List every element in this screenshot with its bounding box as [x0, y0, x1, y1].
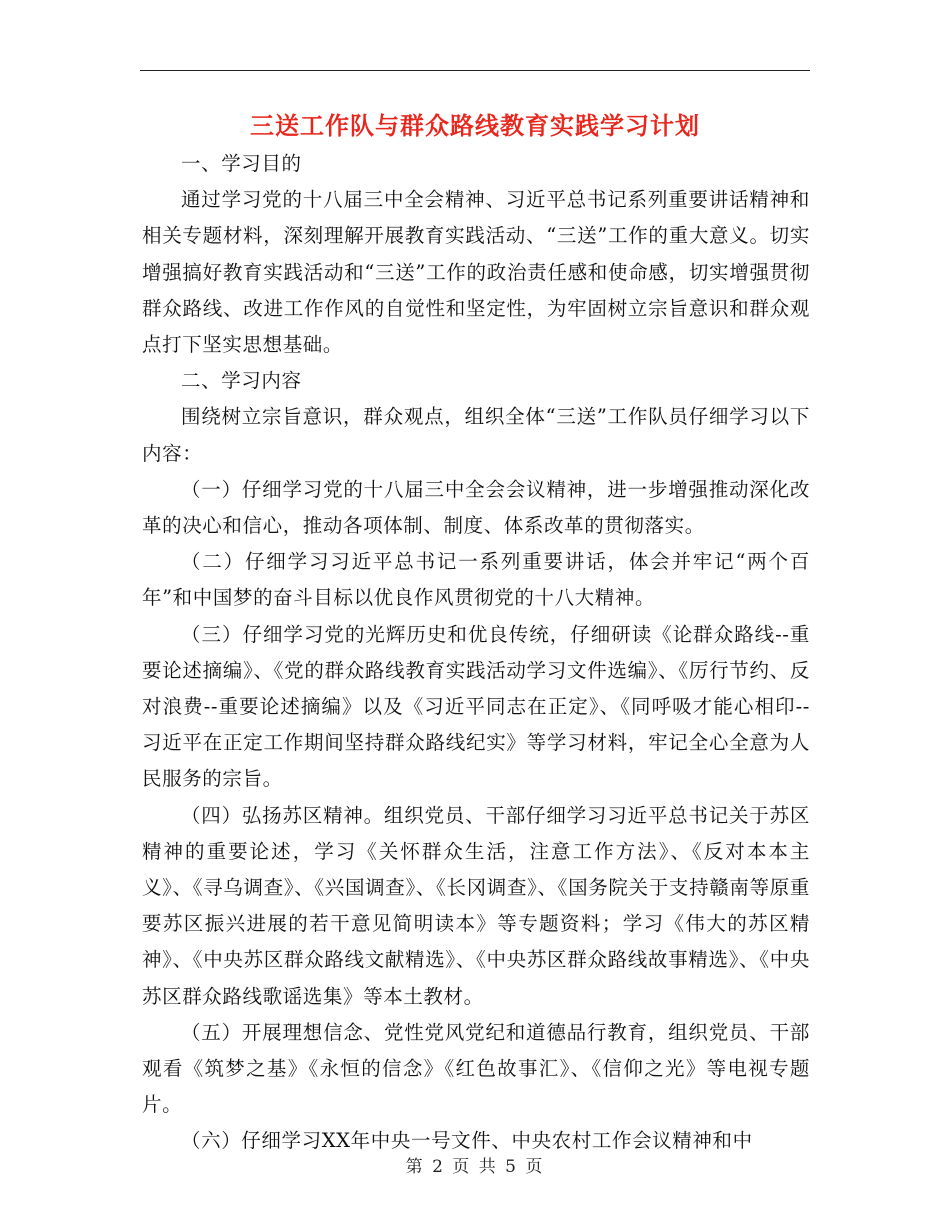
paragraph-item-6: （六）仔细学习XX年中央一号文件、中央农村工作会议精神和中	[181, 1129, 753, 1153]
section-heading-content: 二、学习内容	[181, 369, 302, 393]
paragraph-item-5: （五）开展理想信念、党性党风党纪和道德品行教育，组织党员、干部观看《筑梦之基》《永恒的信念》《红色故事汇》、《信仰之光》等电视专题片。	[142, 1020, 810, 1117]
page-number-footer: 第 2 页 共 5 页	[405, 1157, 545, 1177]
paragraph-item-3: （三）仔细学习党的光辉历史和优良传统，仔细研读《论群众路线--重要论述摘编》、《党的群众路线教育实践活动学习文件选编》、《厉行节约、反对浪费--重要论述摘编》以及《习近平同志在正定》、《同呼吸才能心相印--习近平在正定工作期间坚持群众路线纪实》等学习材料，牢记全心全意为人民服务的宗旨。	[142, 622, 810, 791]
header-rule	[140, 70, 810, 71]
section-heading-purpose: 一、学习目的	[181, 152, 302, 175]
paragraph-item-2: （二）仔细学习习近平总书记一系列重要讲话，体会并牢记“两个百年”和中国梦的奋斗目标以优良作风贯彻党的十八大精神。	[142, 550, 810, 610]
document-title: 三送工作队与群众路线教育实践学习计划	[250, 111, 700, 140]
paragraph-item-1: （一）仔细学习党的十八届三中全会会议精神，进一步增强推动深化改革的决心和信心，推动各项体制、制度、体系改革的贯彻落实。	[142, 477, 810, 538]
paragraph-item-4: （四）弘扬苏区精神。组织党员、干部仔细学习习近平总书记关于苏区精神的重要论述，学习《关怀群众生活，注意工作方法》、《反对本本主义》、《寻乌调查》、《兴国调查》、《长冈调查》、《国务院关于支持赣南等原重要苏区振兴进展的若干意见简明读本》等专题资料；学习《伟大的苏区精神》、《中央苏区群众路线文献精选》、《中央苏区群众路线故事精选》、《中央苏区群众路线歌谣选集》等本土教材。	[142, 803, 810, 1008]
paragraph-purpose: 通过学习党的十八届三中全会精神、习近平总书记系列重要讲话精神和相关专题材料，深刻理解开展教育实践活动、“三送”工作的重大意义。切实增强搞好教育实践活动和“三送”工作的政治责任感和使命感，切实增强贯彻群众路线、改进工作作风的自觉性和坚定性，为牢固树立宗旨意识和群众观点打下坚实思想基础。	[142, 188, 810, 357]
paragraph-content-intro: 围绕树立宗旨意识，群众观点，组织全体“三送”工作队员仔细学习以下内容：	[142, 405, 810, 465]
document-body	[142, 146, 810, 1160]
